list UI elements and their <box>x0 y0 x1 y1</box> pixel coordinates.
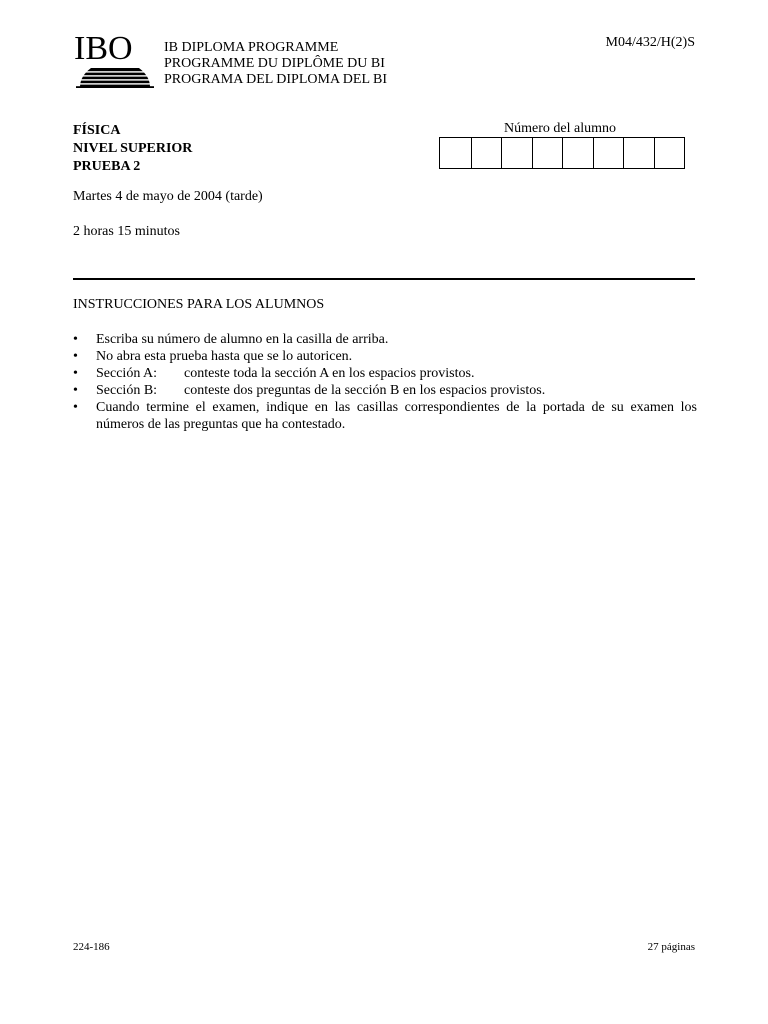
candidate-number-digit-box[interactable] <box>562 138 593 168</box>
programme-names <box>164 40 387 88</box>
footer-page-count: 27 páginas <box>647 941 695 953</box>
candidate-number-digit-box[interactable] <box>471 138 502 168</box>
bullet-icon: • <box>73 383 78 398</box>
programme-name-en: IB DIPLOMA PROGRAMME <box>164 40 339 55</box>
programme-name-fr: PROGRAMME DU DIPLÔME DU BI <box>164 56 385 71</box>
instructions-title: INSTRUCCIONES PARA LOS ALUMNOS <box>73 297 325 312</box>
section-label: Sección B: <box>96 383 158 398</box>
section-label: Sección A: <box>96 366 158 381</box>
bullet-icon: • <box>73 349 78 364</box>
candidate-number-digit-box[interactable] <box>654 138 685 168</box>
footer-document-id: 224-186 <box>73 941 110 953</box>
instruction-text: conteste dos preguntas de la sección B en los espacios provistos. <box>184 383 546 398</box>
paper-code: M04/432/H(2)S <box>605 35 695 50</box>
candidate-number-digit-box[interactable] <box>501 138 532 168</box>
instruction-text: conteste toda la sección A en los espacios provistos. <box>184 366 475 381</box>
candidate-number-digit-box[interactable] <box>623 138 654 168</box>
subject-block <box>73 122 192 176</box>
list-item <box>73 331 697 348</box>
horizontal-divider <box>73 278 695 280</box>
list-item <box>73 365 697 382</box>
paper-number: PRUEBA 2 <box>73 159 141 174</box>
subject-name: FÍSICA <box>73 123 121 138</box>
exam-duration: 2 horas 15 minutos <box>73 224 180 239</box>
list-item <box>73 348 697 365</box>
ibo-logo-text: IBO <box>74 30 133 67</box>
list-item <box>73 399 697 433</box>
bullet-icon: • <box>73 400 78 415</box>
bullet-icon: • <box>73 366 78 381</box>
programme-name-es: PROGRAMA DEL DIPLOMA DEL BI <box>164 72 387 87</box>
candidate-number-label: Número del alumno <box>504 121 616 136</box>
list-item <box>73 382 697 399</box>
candidate-number-digit-box[interactable] <box>532 138 563 168</box>
candidate-number-digit-box[interactable] <box>593 138 624 168</box>
bullet-icon: • <box>73 332 78 347</box>
exam-date: Martes 4 de mayo de 2004 (tarde) <box>73 189 263 204</box>
ibo-logo-emblem <box>74 68 156 88</box>
candidate-number-boxes[interactable] <box>439 137 685 169</box>
ibo-logo <box>74 32 156 92</box>
instruction-text: Cuando termine el examen, indique en las casillas correspondientes de la portada de su examen los números de las preguntas que ha contestado. <box>96 400 697 432</box>
subject-level: NIVEL SUPERIOR <box>73 141 193 156</box>
candidate-number-digit-box[interactable] <box>440 138 471 168</box>
instruction-text: Escriba su número de alumno en la casilla de arriba. <box>96 332 389 347</box>
instructions-list <box>73 331 697 433</box>
instruction-text: No abra esta prueba hasta que se lo autoricen. <box>96 349 353 364</box>
